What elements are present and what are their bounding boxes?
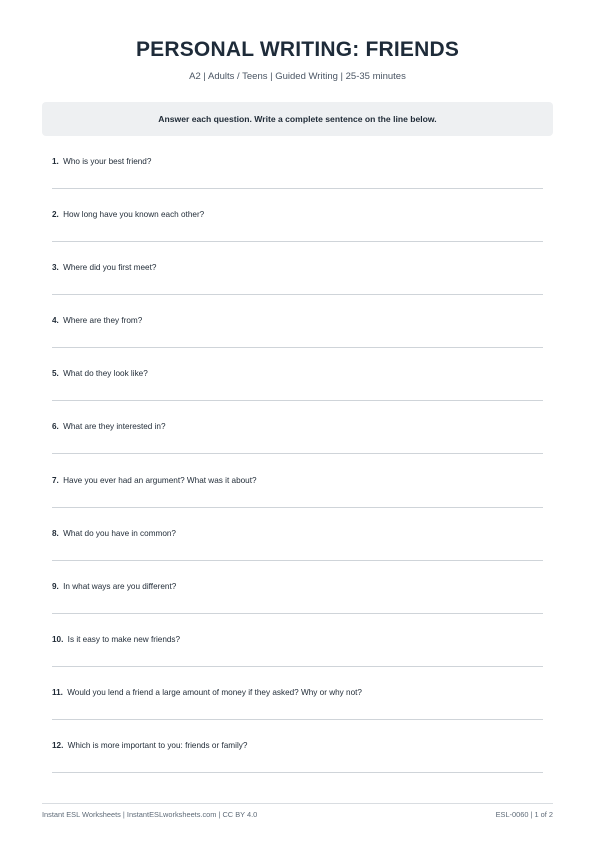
question-list — [52, 151, 543, 788]
question-label: Which is more important to you: friends or family? — [67, 741, 248, 751]
question-number: 1. — [52, 157, 59, 166]
answer-line[interactable] — [52, 347, 543, 348]
question-label: What do you have in common? — [63, 528, 176, 538]
answer-line[interactable] — [52, 666, 543, 667]
question-text — [52, 529, 176, 538]
question-text — [52, 582, 176, 591]
question-item — [52, 735, 543, 788]
question-label: Where did you first meet? — [63, 263, 157, 273]
question-number: 2. — [52, 210, 59, 220]
question-number: 3. — [52, 263, 59, 273]
question-number: 9. — [52, 581, 59, 591]
question-item — [52, 470, 543, 523]
page-title: PERSONAL WRITING: FRIENDS — [135, 38, 460, 61]
question-text — [52, 635, 180, 644]
question-number: 10. — [52, 634, 64, 644]
question-text — [52, 210, 204, 219]
question-text — [52, 476, 257, 485]
question-text — [52, 369, 148, 378]
question-text — [52, 741, 247, 750]
question-item — [52, 682, 543, 735]
question-number: 8. — [52, 528, 59, 538]
question-label: Where are they from? — [63, 316, 143, 326]
answer-line[interactable] — [52, 719, 543, 720]
footer-credits: Instant ESL Worksheets | InstantESLworksheets.com | CC BY 4.0 — [42, 810, 258, 819]
answer-line[interactable] — [52, 613, 543, 614]
question-label: Is it easy to make new friends? — [67, 634, 181, 644]
question-item — [52, 151, 543, 204]
question-number: 7. — [52, 475, 59, 485]
instructions-box — [42, 102, 553, 136]
question-item — [52, 257, 543, 310]
question-text — [52, 422, 166, 431]
question-label: What are they interested in? — [63, 422, 166, 432]
question-number: 11. — [52, 687, 63, 697]
answer-line[interactable] — [52, 241, 543, 242]
question-item — [52, 363, 543, 416]
answer-line[interactable] — [52, 507, 543, 508]
question-text — [52, 688, 362, 697]
answer-line[interactable] — [52, 400, 543, 401]
question-label: Would you lend a friend a large amount of money if they asked? Why or why not? — [67, 687, 362, 697]
question-item — [52, 310, 543, 363]
question-number: 5. — [52, 369, 59, 379]
question-item — [52, 204, 543, 257]
answer-line[interactable] — [52, 453, 543, 454]
question-item — [52, 576, 543, 629]
answer-line[interactable] — [52, 772, 543, 773]
question-label: How long have you known each other? — [63, 210, 205, 220]
instructions-text: Answer each question. Write a complete sentence on the line below. — [158, 114, 437, 124]
answer-line[interactable] — [52, 294, 543, 295]
question-label: In what ways are you different? — [63, 581, 177, 591]
page-subtitle: A2 | Adults / Teens | Guided Writing | 25-35 minutes — [189, 71, 406, 82]
question-text — [52, 157, 151, 166]
question-label: Who is your best friend? — [63, 157, 152, 166]
question-text — [52, 316, 142, 325]
question-item — [52, 523, 543, 576]
answer-line[interactable] — [52, 560, 543, 561]
question-item — [52, 629, 543, 682]
question-number: 4. — [52, 316, 59, 326]
question-label: What do they look like? — [63, 369, 148, 379]
question-item — [52, 416, 543, 469]
question-number: 12. — [52, 741, 64, 751]
question-text — [52, 263, 156, 272]
question-label: Have you ever had an argument? What was it about? — [63, 475, 257, 485]
question-number: 6. — [52, 422, 59, 432]
footer-page-number: ESL-0060 | 1 of 2 — [495, 810, 553, 819]
footer-divider — [42, 803, 553, 804]
answer-line[interactable] — [52, 188, 543, 189]
